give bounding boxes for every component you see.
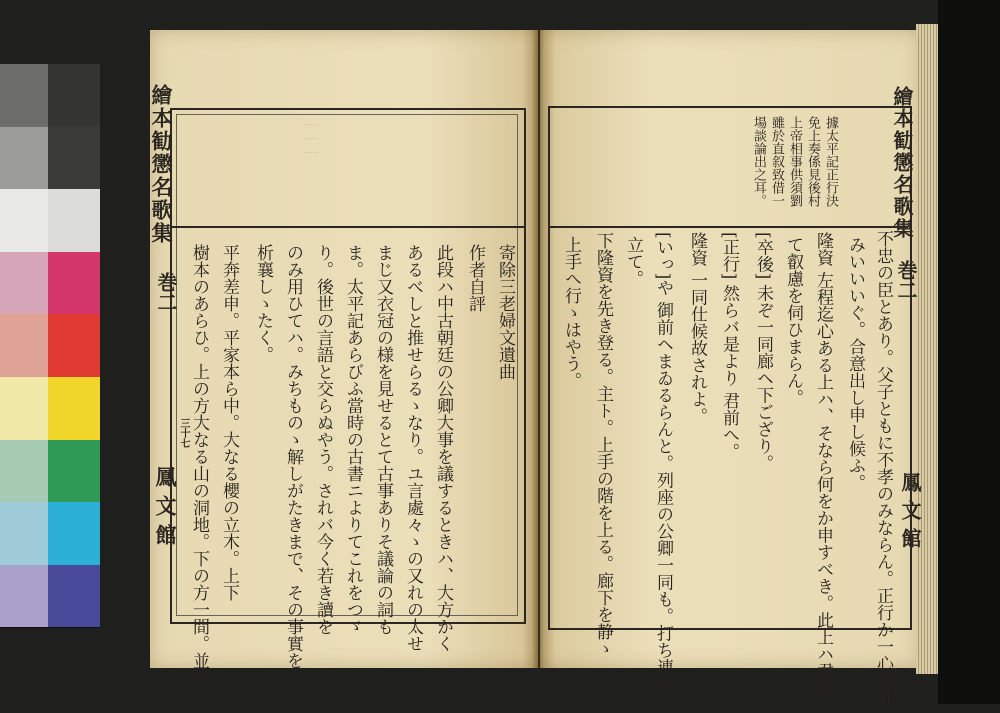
right-header-rule xyxy=(548,226,908,228)
right-text-column: [卒後] 未ぞ一同廊ヘ下ござり。 xyxy=(753,232,773,472)
header-note-line: 上帝相事供須劉 xyxy=(787,116,802,207)
header-note-line: 據太平記正行決 xyxy=(823,116,838,207)
color-swatch xyxy=(48,252,100,315)
color-swatch xyxy=(48,314,100,377)
right-text-column: 立て。 xyxy=(623,236,643,287)
left-page-number: 三十七 xyxy=(178,418,189,448)
left-text-column: 析襄しゝたく。 xyxy=(253,244,273,363)
color-swatch xyxy=(48,64,100,127)
right-publisher-mark: 鳳文館 xyxy=(898,472,922,556)
color-swatch xyxy=(0,64,48,127)
left-text-column: 此段ハ中古朝廷の公卿大事を議するときハ、大方かく xyxy=(433,244,453,652)
right-text-column: みいいいぐ。合意出し申し候ふ。 xyxy=(845,236,865,491)
left-text-column: ま。太平記あらびふ當時の古書ニよりてこれをつゞ xyxy=(343,244,363,635)
right-text-column: [正行] 然らバ是より 君前へ。 xyxy=(719,232,739,461)
right-text-column: [いっ]や 御前ヘまゐるらんと。列座の公卿一同も。打ち連れ xyxy=(653,232,673,693)
color-swatch xyxy=(0,565,48,628)
color-swatch xyxy=(48,565,100,628)
right-volume-label: 巻二 xyxy=(894,260,918,300)
left-text-column: のみ用ひてハ。みちものゝ解しがたきまで、その事實を xyxy=(283,244,303,669)
show-through-text: ｜｜｜ xyxy=(302,118,318,160)
color-swatch xyxy=(0,189,48,252)
page-block-edge xyxy=(916,24,938,674)
color-swatch xyxy=(48,189,100,252)
left-text-column: あるべしと推せらるゝなり。ユ言處々ゝの又れの太せ xyxy=(403,244,423,652)
left-text-column: 樹本のあらひ。上の方大なる山の洞地。下の方一間。並び xyxy=(189,244,209,686)
right-text-column: て叡慮を伺ひまらん。 xyxy=(783,236,803,406)
header-note-line: 場談論出之耳。 xyxy=(751,116,766,207)
left-text-column: 作者自評 xyxy=(465,244,485,312)
right-text-column: 上手へ行ゝはやう。 xyxy=(561,236,581,389)
left-text-column: り。後世の言語と交らぬやう。されバ今く若き讀を xyxy=(313,244,333,635)
color-swatch xyxy=(0,377,48,440)
color-swatch xyxy=(0,440,48,503)
color-swatch xyxy=(0,502,48,565)
header-note-line: 雖於直叙致借一 xyxy=(769,116,784,207)
spine-gutter xyxy=(532,30,544,668)
left-text-column: 平奔差申。平家本ら中。大なる櫻の立木。上下 xyxy=(219,244,239,601)
color-swatch xyxy=(48,502,100,565)
color-swatch xyxy=(0,127,48,190)
color-checker-strip xyxy=(0,64,100,628)
left-text-column: 寄除三老婦文遺曲 xyxy=(495,244,515,380)
background-clip xyxy=(938,0,1000,704)
left-volume-label: 巻二 xyxy=(154,272,178,312)
right-text-column: 隆資 左程迄心ある上ハ、そなら何をか申すべき。此上ハ君前へ xyxy=(813,232,833,713)
header-note-line: 免上奏係見後村 xyxy=(805,116,820,207)
color-swatch xyxy=(48,127,100,190)
left-publisher-mark: 鳳文館 xyxy=(153,466,178,553)
left-header-rule xyxy=(170,226,526,228)
left-running-title: 繪本勧懲名歌集 xyxy=(149,84,174,245)
right-text-column: 隆資 一同仕候故されよ。 xyxy=(687,232,707,425)
right-text-column: 下隆資を先き登る。主ト。上手の階を上る。廊下を静ゝ xyxy=(593,232,613,657)
color-swatch xyxy=(48,440,100,503)
left-text-column: まじ又衣冠の様を見せるとて古事ありそ議論の詞も xyxy=(373,244,393,635)
color-swatch xyxy=(0,252,48,315)
color-swatch xyxy=(48,377,100,440)
color-swatch xyxy=(0,314,48,377)
right-text-column: 不忠の臣とあり。父子ともに不孝のみならん。正行か一心ほ外 xyxy=(873,230,893,706)
right-running-title: 繪本勧懲名歌集 xyxy=(890,86,914,240)
